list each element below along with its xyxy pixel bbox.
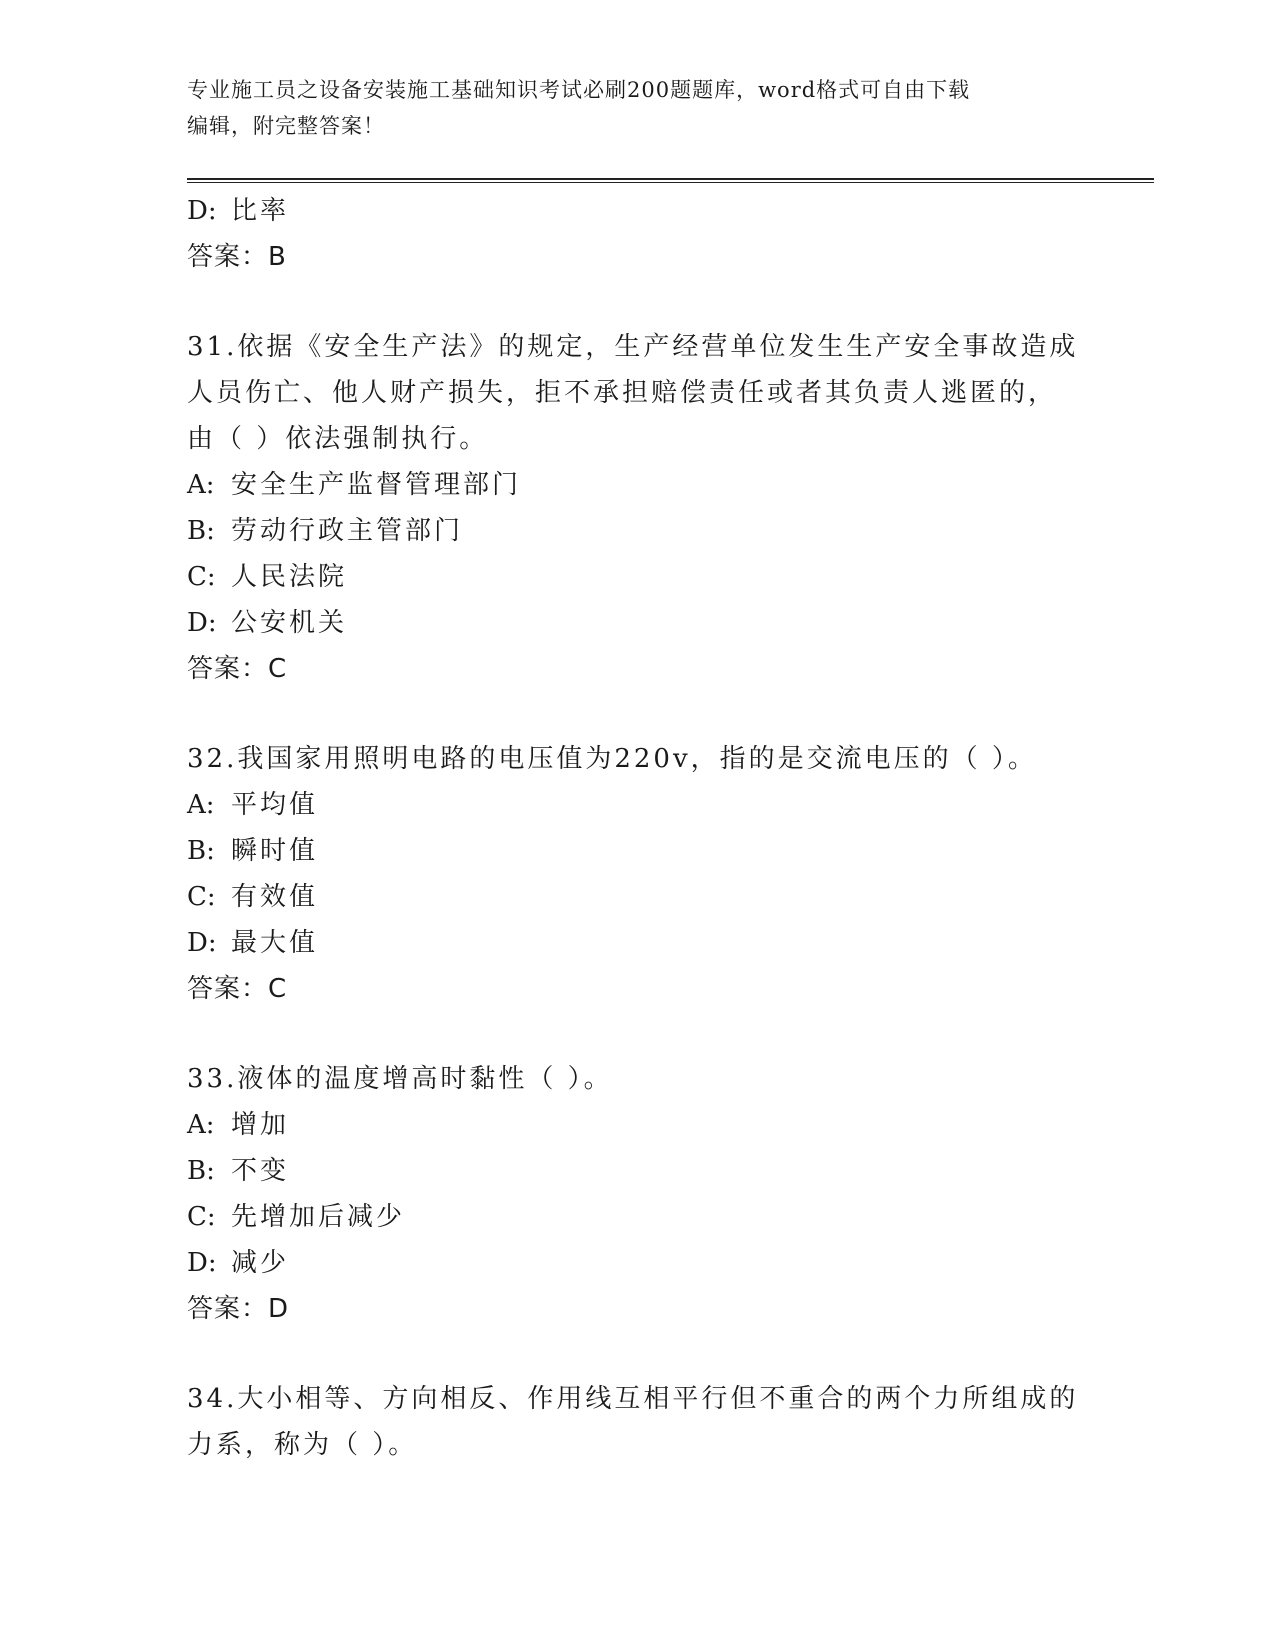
question-text: 人员伤亡、他人财产损失，拒不承担赔偿责任或者其负责人逃匿的， bbox=[187, 378, 1058, 408]
question-33 bbox=[187, 1056, 1087, 1332]
header-line-1: 专业施工员之设备安装施工基础知识考试必刷200题题库，word格式可自由下载 bbox=[187, 78, 971, 102]
header-divider bbox=[187, 178, 1154, 183]
option-text: 不变 bbox=[231, 1156, 290, 1186]
option-label: B: bbox=[187, 516, 215, 546]
question-text: 32.我国家用照明电路的电压值为220v，指的是交流电压的（ ）。 bbox=[187, 744, 1037, 774]
option-label: A: bbox=[187, 790, 215, 820]
option-text: 劳动行政主管部门 bbox=[231, 516, 464, 546]
option-label: D: bbox=[187, 928, 217, 958]
option-label: D: bbox=[187, 608, 217, 638]
question-text: 34.大小相等、方向相反、作用线互相平行但不重合的两个力所组成的 bbox=[187, 1384, 1079, 1414]
option-b bbox=[187, 1148, 1087, 1194]
option-text: 安全生产监督管理部门 bbox=[231, 470, 522, 500]
option-label: C: bbox=[187, 1202, 216, 1232]
document-header bbox=[187, 72, 1067, 144]
option-d bbox=[187, 920, 1087, 966]
question-text: 力系，称为（ ）。 bbox=[187, 1430, 418, 1460]
option-b bbox=[187, 828, 1087, 874]
question-text: 33.液体的温度增高时黏性（ ）。 bbox=[187, 1064, 613, 1094]
option-a bbox=[187, 462, 1087, 508]
question-text: 由（ ）依法强制执行。 bbox=[187, 424, 489, 454]
option-text: 减少 bbox=[231, 1248, 290, 1278]
question-34 bbox=[187, 1376, 1087, 1468]
question-32 bbox=[187, 736, 1087, 1012]
option-label: A: bbox=[187, 1110, 215, 1140]
option-text: 瞬时值 bbox=[231, 836, 319, 866]
option-c bbox=[187, 1194, 1087, 1240]
option-label: A: bbox=[187, 470, 215, 500]
option-text: 有效值 bbox=[231, 882, 319, 912]
option-c bbox=[187, 874, 1087, 920]
option-text: 增加 bbox=[231, 1110, 290, 1140]
answer-line: 答案：D bbox=[187, 1294, 290, 1324]
header-line-2: 编辑，附完整答案！ bbox=[187, 114, 385, 138]
option-d bbox=[187, 600, 1087, 646]
answer-line: 答案：C bbox=[187, 974, 288, 1004]
question-text: 31.依据《安全生产法》的规定，生产经营单位发生生产安全事故造成 bbox=[187, 332, 1079, 362]
option-d bbox=[187, 188, 1087, 234]
option-text: 最大值 bbox=[231, 928, 319, 958]
answer-line: 答案：B bbox=[187, 242, 287, 272]
option-label: C: bbox=[187, 882, 216, 912]
option-label: D: bbox=[187, 196, 217, 226]
option-a bbox=[187, 782, 1087, 828]
option-label: B: bbox=[187, 836, 215, 866]
question-31 bbox=[187, 324, 1087, 692]
question-content bbox=[187, 188, 1087, 1468]
option-text: 比率 bbox=[231, 196, 290, 226]
option-a bbox=[187, 1102, 1087, 1148]
option-label: C: bbox=[187, 562, 216, 592]
answer-line: 答案：C bbox=[187, 654, 288, 684]
option-c bbox=[187, 554, 1087, 600]
option-text: 先增加后减少 bbox=[231, 1202, 406, 1232]
option-text: 公安机关 bbox=[231, 608, 348, 638]
option-label: D: bbox=[187, 1248, 217, 1278]
option-text: 人民法院 bbox=[231, 562, 348, 592]
option-d bbox=[187, 1240, 1087, 1286]
option-text: 平均值 bbox=[231, 790, 319, 820]
option-b bbox=[187, 508, 1087, 554]
option-label: B: bbox=[187, 1156, 215, 1186]
